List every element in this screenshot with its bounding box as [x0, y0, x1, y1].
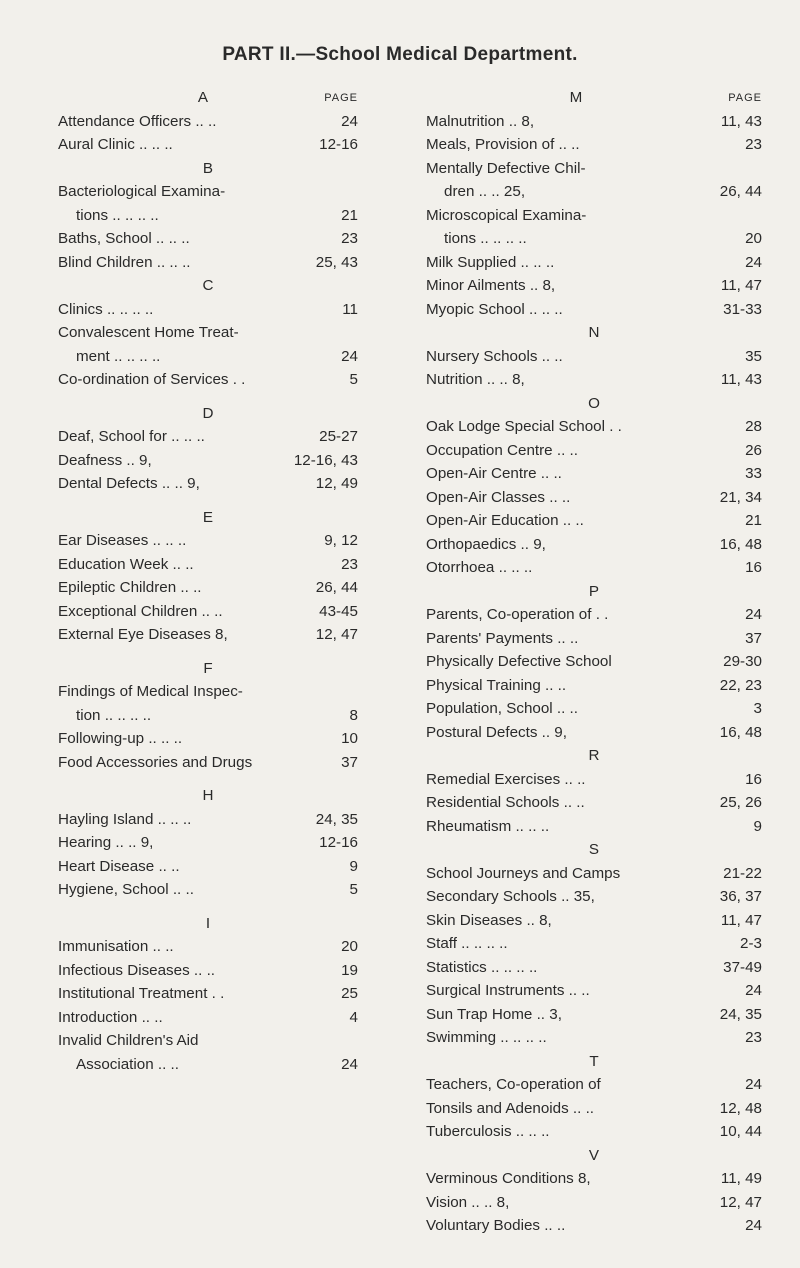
- entry-text: Co-ordination of Services . .: [58, 371, 246, 388]
- entry-page: 11, 49: [720, 1170, 762, 1187]
- entry-text: Residential Schools .. ..: [426, 794, 585, 811]
- section-heading: [58, 86, 358, 110]
- section-heading: D: [202, 404, 214, 422]
- entry-page: 24: [745, 253, 762, 271]
- entry-text: Open-Air Centre .. ..: [426, 465, 562, 482]
- entry-page: 33: [745, 465, 762, 482]
- entry-page: 12, 49: [315, 475, 358, 492]
- index-entry: [426, 1026, 762, 1050]
- entry-text: Epileptic Children .. ..: [58, 579, 202, 596]
- index-entry: [426, 439, 762, 463]
- entry-page: 21, 34: [719, 488, 762, 506]
- entry-page: 24: [745, 982, 762, 999]
- entry-page: 11, 43: [720, 112, 762, 130]
- entry-text: Oak Lodge Special School . .: [426, 418, 622, 435]
- index-entry: [58, 449, 358, 473]
- entry-text: Immunisation .. ..: [58, 938, 174, 955]
- entry-text: Teachers, Co-operation of: [426, 1076, 601, 1093]
- entry-text: Surgical Instruments .. ..: [426, 982, 590, 999]
- index-entry: [58, 472, 358, 496]
- entry-text: Microscopical Examina-: [426, 206, 587, 224]
- entry-page: 11, 47: [720, 277, 762, 294]
- entry-text: Open-Air Education .. ..: [426, 512, 584, 529]
- section-heading: I: [205, 914, 211, 932]
- entry-text: Physically Defective School: [426, 653, 612, 670]
- entry-text: Clinics .. .. .. ..: [58, 300, 154, 318]
- entry-text: Staff .. .. .. ..: [426, 935, 508, 952]
- index-entry: [426, 768, 762, 792]
- entry-text: Exceptional Children .. ..: [58, 602, 223, 620]
- section-gap: [58, 902, 358, 912]
- entry-page: 28: [745, 418, 762, 435]
- index-entry: [426, 1073, 762, 1097]
- entry-text: ment .. .. .. ..: [76, 347, 161, 365]
- index-entry: [58, 855, 358, 879]
- index-entry: [426, 509, 762, 533]
- section-heading: F: [203, 659, 213, 677]
- entry-text: Occupation Centre .. ..: [426, 441, 578, 459]
- index-entry: [58, 831, 358, 855]
- entry-text: Otorrhoea .. .. ..: [426, 559, 533, 576]
- entry-text: Mentally Defective Chil-: [426, 159, 586, 177]
- entry-text: Parents, Co-operation of . .: [426, 606, 609, 623]
- entry-text: External Eye Diseases 8,: [58, 626, 228, 643]
- entry-text: Tuberculosis .. .. ..: [426, 1123, 550, 1140]
- index-entry: [58, 959, 358, 983]
- entry-text: Statistics .. .. .. ..: [426, 958, 538, 976]
- index-entry: [426, 298, 762, 322]
- section-heading: C: [202, 277, 214, 294]
- index-entry: [426, 932, 762, 956]
- entry-text: Voluntary Bodies .. ..: [426, 1217, 566, 1234]
- section-heading: R: [588, 747, 600, 764]
- page-title: PART II.—School Medical Department.: [222, 44, 578, 65]
- entry-text: Deafness .. 9,: [58, 451, 152, 469]
- section-heading: P: [588, 582, 600, 600]
- index-entry: [426, 1167, 762, 1191]
- entry-text: Baths, School .. .. ..: [58, 230, 190, 247]
- index-entry: [426, 603, 762, 627]
- entry-text: Bacteriological Examina-: [58, 183, 226, 200]
- entry-page: 16, 48: [719, 723, 762, 741]
- entry-text: Remedial Exercises .. ..: [426, 770, 586, 788]
- entry-page: 24: [341, 1055, 358, 1073]
- entry-page: 37: [745, 629, 762, 647]
- index-entry: [58, 1006, 358, 1030]
- index-entry: [426, 979, 762, 1003]
- index-entry: [426, 133, 762, 157]
- entry-text: Nursery Schools .. ..: [426, 347, 563, 365]
- entry-page: 12, 47: [719, 1193, 762, 1211]
- entry-text: Ear Diseases .. .. ..: [58, 532, 187, 549]
- index-entry: [426, 415, 762, 439]
- index-entry: [58, 298, 358, 322]
- entry-page: 20: [341, 938, 358, 955]
- entry-text: Food Accessories and Drugs: [58, 753, 253, 771]
- index-entry: [58, 878, 358, 902]
- index-entry: [58, 1029, 358, 1053]
- entry-page: 12-16: [319, 136, 358, 153]
- index-entry: [58, 227, 358, 251]
- entry-text: Invalid Children's Aid: [58, 1032, 199, 1049]
- entry-text: Myopic School .. .. ..: [426, 300, 563, 318]
- entry-text: tions .. .. .. ..: [76, 206, 159, 224]
- entry-text: Physical Training .. ..: [426, 676, 567, 694]
- entry-text: Hygiene, School .. ..: [58, 881, 194, 898]
- entry-page: 16: [745, 770, 762, 788]
- index-entry: [426, 157, 762, 181]
- entry-text: Meals, Provision of .. ..: [426, 136, 580, 153]
- entry-page: 10: [341, 730, 358, 747]
- entry-page: 35: [745, 347, 762, 365]
- index-entry: [426, 204, 762, 228]
- index-column-left: [58, 86, 358, 1076]
- section-heading: T: [589, 1052, 599, 1070]
- entry-text: Findings of Medical Inspec-: [58, 683, 243, 700]
- index-entry: [426, 674, 762, 698]
- page-column-label: PAGE: [324, 92, 358, 104]
- entry-page: 24: [745, 1076, 762, 1093]
- index-entry: [58, 110, 358, 134]
- entry-page: 24: [341, 112, 358, 130]
- section-letter: M: [569, 89, 583, 106]
- entry-page: 2-3: [740, 935, 762, 952]
- entry-text: Association .. ..: [76, 1055, 179, 1073]
- entry-page: 37: [341, 753, 358, 771]
- entry-page: 21: [745, 512, 762, 529]
- index-entry: [58, 751, 358, 775]
- entry-text: Secondary Schools .. 35,: [426, 888, 595, 905]
- entry-text: Verminous Conditions 8,: [426, 1170, 591, 1187]
- entry-text: tions .. .. .. ..: [444, 230, 527, 247]
- entry-page: 23: [745, 1029, 762, 1046]
- entry-page: 43-45: [319, 602, 358, 620]
- section-gap: [58, 496, 358, 506]
- index-entry: [426, 368, 762, 392]
- entry-page: 26, 44: [315, 579, 358, 596]
- index-column-right: [426, 86, 762, 1238]
- entry-page: 19: [341, 961, 358, 979]
- index-entry: [426, 909, 762, 933]
- page-column-label: PAGE: [728, 92, 762, 104]
- entry-text: Dental Defects .. .. 9,: [58, 475, 200, 492]
- section-heading: V: [588, 1146, 600, 1164]
- entry-page: 24, 35: [315, 810, 358, 828]
- index-entry: [58, 935, 358, 959]
- index-entry: [426, 462, 762, 486]
- entry-page: 25-27: [319, 428, 358, 445]
- entry-page: 21: [341, 206, 358, 224]
- entry-text: Blind Children .. .. ..: [58, 253, 191, 271]
- entry-text: Education Week .. ..: [58, 555, 194, 573]
- entry-text: Institutional Treatment . .: [58, 985, 225, 1002]
- entry-text: Following-up .. .. ..: [58, 730, 183, 747]
- index-entry: [58, 133, 358, 157]
- entry-page: 12-16, 43: [293, 451, 358, 469]
- index-entry: [426, 862, 762, 886]
- entry-page: 26, 44: [719, 183, 762, 200]
- entry-text: Milk Supplied .. .. ..: [426, 253, 555, 271]
- entry-page: 23: [745, 136, 762, 153]
- index-entry: [426, 556, 762, 580]
- index-entry: [58, 321, 358, 345]
- entry-page: 9, 12: [324, 532, 358, 549]
- entry-text: Skin Diseases .. 8,: [426, 911, 552, 929]
- entry-page: 8: [349, 706, 358, 724]
- index-entry: [426, 180, 762, 204]
- entry-text: Vision .. .. 8,: [426, 1193, 510, 1211]
- index-entry: [58, 704, 358, 728]
- index-entry: [426, 956, 762, 980]
- entry-page: 25, 43: [315, 253, 358, 271]
- section-gap: [58, 647, 358, 657]
- index-entry: [58, 600, 358, 624]
- index-entry: [58, 368, 358, 392]
- index-entry: [426, 721, 762, 745]
- index-entry: [58, 251, 358, 275]
- entry-page: 25, 26: [719, 794, 762, 811]
- index-entry: [426, 1214, 762, 1238]
- entry-text: Population, School .. ..: [426, 700, 578, 717]
- entry-text: tion .. .. .. ..: [76, 706, 152, 724]
- index-entry: [58, 982, 358, 1006]
- entry-text: Swimming .. .. .. ..: [426, 1029, 547, 1046]
- index-entry: [426, 650, 762, 674]
- entry-text: Sun Trap Home .. 3,: [426, 1005, 562, 1023]
- entry-text: Malnutrition .. 8,: [426, 112, 535, 130]
- index-entry: [426, 1191, 762, 1215]
- section-heading: [426, 86, 762, 110]
- entry-page: 9: [753, 817, 762, 835]
- entry-page: 11, 43: [720, 371, 762, 388]
- index-entry: [58, 623, 358, 647]
- index-entry: [426, 627, 762, 651]
- entry-text: Tonsils and Adenoids .. ..: [426, 1099, 595, 1117]
- index-entry: [426, 885, 762, 909]
- entry-text: Nutrition .. .. 8,: [426, 371, 525, 388]
- entry-page: 5: [349, 371, 358, 388]
- index-entry: [58, 808, 358, 832]
- entry-page: 9: [349, 857, 358, 875]
- section-letter: A: [197, 89, 209, 106]
- entry-page: 37-49: [723, 958, 762, 976]
- entry-page: 11, 47: [720, 911, 762, 929]
- section-heading: N: [588, 324, 600, 341]
- entry-text: Parents' Payments .. ..: [426, 629, 579, 647]
- entry-page: 25: [341, 985, 358, 1002]
- entry-page: 4: [349, 1008, 358, 1026]
- entry-text: Introduction .. ..: [58, 1008, 163, 1026]
- index-entry: [58, 553, 358, 577]
- entry-page: 23: [341, 555, 358, 573]
- index-entry: [58, 204, 358, 228]
- entry-text: Postural Defects .. 9,: [426, 723, 567, 741]
- entry-page: 36, 37: [719, 888, 762, 905]
- entry-page: 10, 44: [719, 1123, 762, 1140]
- section-heading: O: [588, 394, 600, 412]
- index-entry: [426, 274, 762, 298]
- entry-page: 24: [745, 1217, 762, 1234]
- entry-page: 21-22: [723, 864, 762, 882]
- entry-text: Hearing .. .. 9,: [58, 834, 154, 851]
- index-entry: [426, 251, 762, 275]
- entry-page: 16: [745, 559, 762, 576]
- index-entry: [58, 576, 358, 600]
- entry-page: 24: [745, 606, 762, 623]
- entry-page: 11: [342, 300, 358, 318]
- entry-page: 26: [745, 441, 762, 459]
- index-entry: [426, 1003, 762, 1027]
- section-heading: H: [202, 787, 214, 804]
- entry-text: Heart Disease .. ..: [58, 857, 180, 875]
- index-entry: [426, 1097, 762, 1121]
- entry-text: Convalescent Home Treat-: [58, 324, 239, 341]
- entry-page: 24, 35: [719, 1005, 762, 1023]
- entry-page: 5: [349, 881, 358, 898]
- index-entry: [426, 533, 762, 557]
- index-entry: [426, 486, 762, 510]
- entry-page: 20: [745, 230, 762, 247]
- entry-page: 16, 48: [719, 535, 762, 553]
- entry-page: 29-30: [723, 653, 762, 670]
- section-gap: [58, 774, 358, 784]
- entry-page: 31-33: [723, 300, 762, 318]
- entry-text: Infectious Diseases .. ..: [58, 961, 216, 979]
- entry-page: 24: [341, 347, 358, 365]
- entry-page: 3: [753, 700, 762, 717]
- index-entry: [426, 791, 762, 815]
- entry-page: 12, 48: [719, 1099, 762, 1117]
- index-entry: [426, 110, 762, 134]
- index-entry: [58, 1053, 358, 1077]
- index-entry: [426, 345, 762, 369]
- entry-text: dren .. .. 25,: [444, 183, 526, 200]
- entry-page: 22, 23: [719, 676, 762, 694]
- entry-text: Minor Ailments .. 8,: [426, 277, 556, 294]
- entry-text: Hayling Island .. .. ..: [58, 810, 192, 828]
- index-entry: [58, 680, 358, 704]
- index-entry: [58, 180, 358, 204]
- section-heading: B: [202, 159, 214, 177]
- index-entry: [426, 815, 762, 839]
- entry-text: Deaf, School for .. .. ..: [58, 428, 205, 445]
- entry-page: 23: [341, 230, 358, 247]
- section-gap: [58, 392, 358, 402]
- section-heading: E: [202, 508, 214, 526]
- section-heading: S: [588, 841, 600, 858]
- index-entry: [426, 1120, 762, 1144]
- entry-text: Orthopaedics .. 9,: [426, 535, 546, 553]
- entry-text: Aural Clinic .. .. ..: [58, 136, 173, 153]
- entry-page: 12-16: [319, 834, 358, 851]
- index-entry: [58, 425, 358, 449]
- entry-page: 12, 47: [315, 626, 358, 643]
- entry-text: Attendance Officers .. ..: [58, 112, 217, 130]
- index-entry: [58, 529, 358, 553]
- index-entry: [58, 727, 358, 751]
- entry-text: School Journeys and Camps: [426, 864, 621, 882]
- entry-text: Rheumatism .. .. ..: [426, 817, 550, 835]
- index-entry: [426, 697, 762, 721]
- index-entry: [426, 227, 762, 251]
- index-entry: [58, 345, 358, 369]
- entry-text: Open-Air Classes .. ..: [426, 488, 571, 506]
